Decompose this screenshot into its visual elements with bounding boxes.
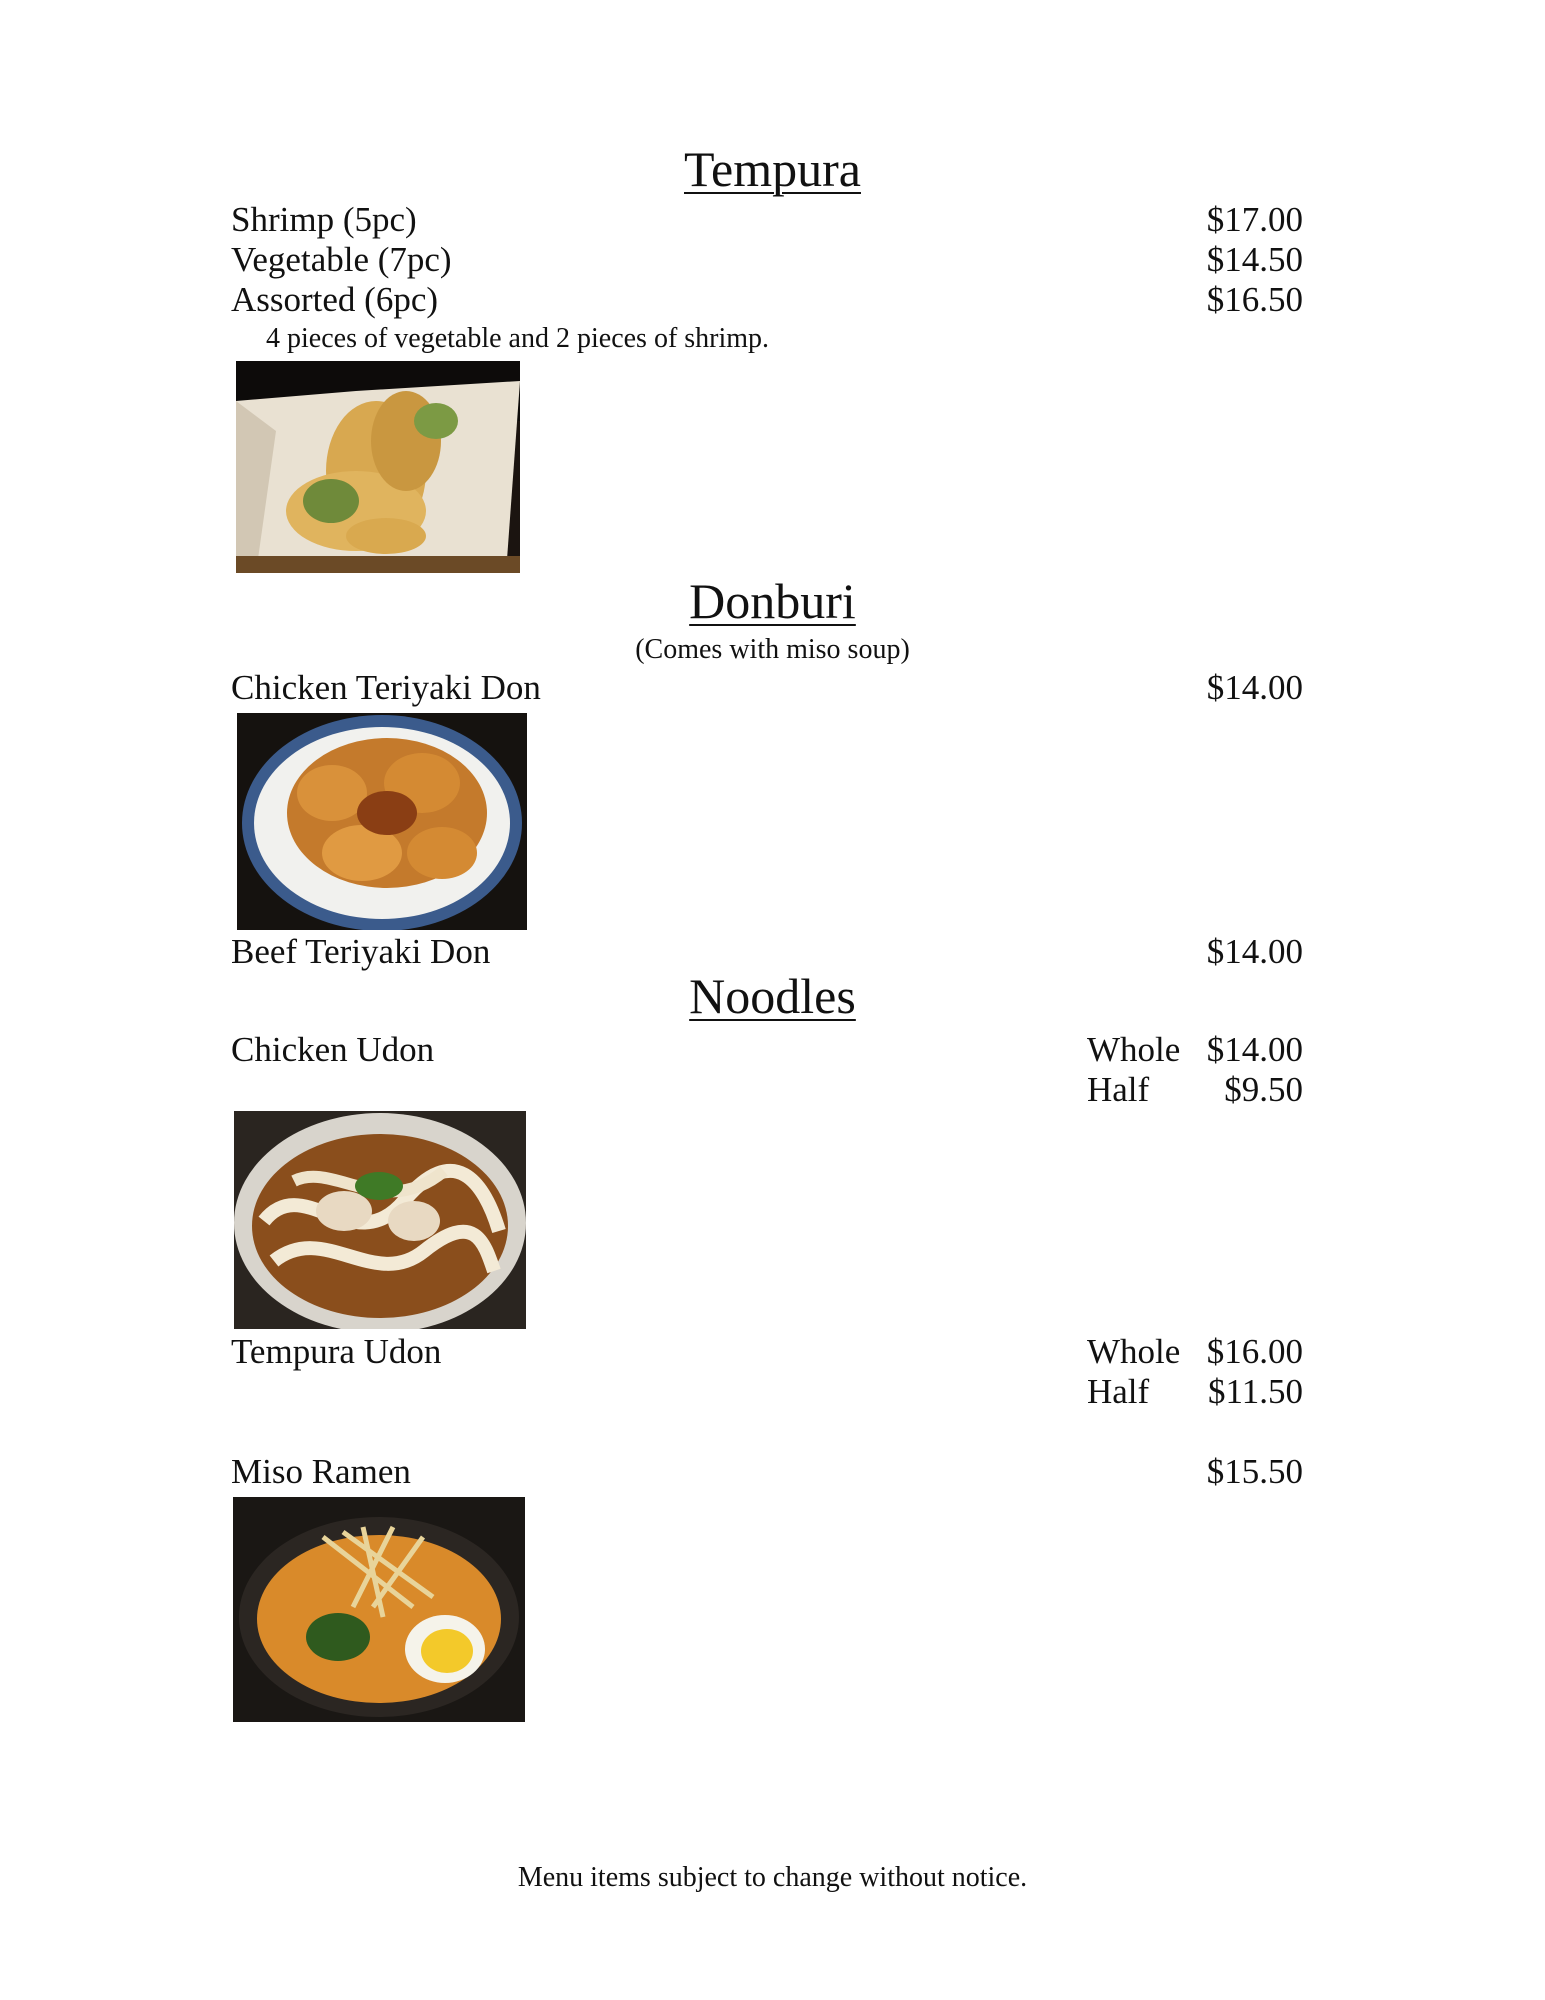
size-label-half: Half <box>1087 1372 1150 1411</box>
menu-item-name: Chicken Teriyaki Don <box>231 668 541 707</box>
menu-item-name: Chicken Udon <box>231 1030 435 1069</box>
noodles-heading: Noodles <box>689 968 856 1024</box>
menu-item-price: $17.00 <box>1206 200 1303 239</box>
menu-item-price: $15.50 <box>1206 1452 1303 1491</box>
menu-item-note: 4 pieces of vegetable and 2 pieces of shrimp. <box>266 323 770 354</box>
menu-item-price: $9.50 <box>1224 1070 1303 1109</box>
menu-item-price: $16.00 <box>1206 1332 1303 1371</box>
chicken-teriyaki-photo <box>237 713 527 930</box>
donburi-heading: Donburi <box>689 573 856 629</box>
size-label-whole: Whole <box>1087 1030 1181 1069</box>
tempura-photo <box>236 361 520 573</box>
size-label-half: Half <box>1087 1070 1150 1109</box>
menu-item-name: Shrimp (5pc) <box>231 200 417 239</box>
menu-item-price: $14.00 <box>1206 932 1303 971</box>
menu-item-price: $14.00 <box>1206 668 1303 707</box>
menu-item-name: Miso Ramen <box>231 1452 411 1491</box>
tempura-heading: Tempura <box>684 141 861 197</box>
menu-item-name: Beef Teriyaki Don <box>231 932 491 971</box>
chicken-udon-photo <box>234 1111 526 1329</box>
menu-item-price: $14.00 <box>1206 1030 1303 1069</box>
menu-item-price: $11.50 <box>1208 1372 1303 1411</box>
menu-item-price: $16.50 <box>1206 280 1303 319</box>
menu-item-name: Vegetable (7pc) <box>231 240 452 279</box>
menu-item-price: $14.50 <box>1206 240 1303 279</box>
donburi-subtitle: (Comes with miso soup) <box>635 634 910 665</box>
menu-item-name: Assorted (6pc) <box>231 280 439 319</box>
footer-note: Menu items subject to change without notice. <box>517 1862 1028 1893</box>
menu-item-name: Tempura Udon <box>231 1332 442 1371</box>
miso-ramen-photo <box>233 1497 525 1722</box>
size-label-whole: Whole <box>1087 1332 1181 1371</box>
